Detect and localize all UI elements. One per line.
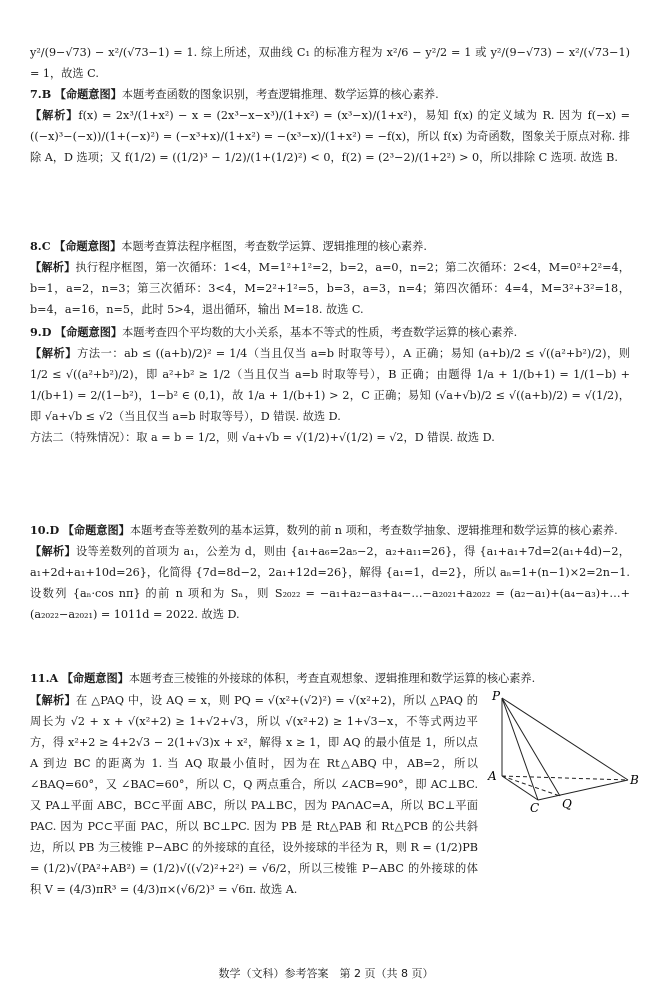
question-8 xyxy=(30,236,630,320)
label-p: P xyxy=(492,689,501,703)
label-a: A xyxy=(488,769,497,783)
intent-text: 本题考查函数的图象识别，考查逻辑推理、数学运算的核心素养. xyxy=(121,88,439,101)
answer-letter: D xyxy=(49,523,60,537)
edge-pb xyxy=(502,698,628,780)
intent-tag: 【命题意图】 xyxy=(54,239,122,253)
label-c: C xyxy=(530,801,540,813)
intent-tag: 【命题意图】 xyxy=(62,523,130,537)
question-11-header xyxy=(30,668,630,689)
question-number: 9. xyxy=(30,325,42,339)
question-number: 8. xyxy=(30,239,42,253)
answer-letter: B xyxy=(41,87,52,101)
analysis-text: f(x) = 2x³/(1+x²) − x = (2x³−x−x³)/(1+x²) = (x³−x)/(1+x²)，易知 f(x) 的定义域为 R. 因为 f(−x) = ((−x)³−(−x))/(1+(−x)²) = (−x³+x)/(1+x²) = −(x³−x)/(1+x²) = −f(x)，所以 f(x) 为奇函数，图象关于原点对称. 排除 A，D 选项；又 f(1/2) = ((1/2)³ − 1/2)/(1+(1/2)²) < 0，f(2) = (2³−2)/(1+2²) > 0，所以排除 C 选项. 故选 B. xyxy=(30,109,630,164)
intent-text: 本题考查四个平均数的大小关系，基本不等式的性质，考查数学运算的核心素养. xyxy=(122,326,518,339)
analysis-text: 执行程序框图，第一次循环：1<4，M=1²+1²=2，b=2，a=0，n=2；第二次循环：2<4，M=0²+2²=4，b=1，a=2，n=3；第三次循环：3<4，M=2²+1²=5，b=3，a=3，n=4；第四次循环：4=4，M=3²+3²=18，b=4，a=16，n=5，此时 5>4，退出循环，输出 M=18. 故选 C. xyxy=(30,261,630,316)
edge-cb xyxy=(538,780,628,800)
intent-text: 本题考查三棱锥的外接球的体积，考查直观想象、逻辑推理和数学运算的核心素养. xyxy=(128,672,536,685)
analysis-text: 方法一：ab ≤ ((a+b)/2)² = 1/4（当且仅当 a=b 时取等号），A 正确；易知 (a+b)/2 ≤ √((a²+b²)/2)，则 1/2 ≤ √((a²+b²)/2)，即 a²+b² ≥ 1/2（当且仅当 a=b 时取等号），B 正确；由题得 1/a + 1/(b+1) = 1/(1−b) + 1/(b+1) = 2/(1−b²)，1−b² ∈ (0,1)，故 1/a + 1/(b+1) > 2，C 正确；易知 (√a+√b)/2 ≤ √((a+b)/2) = √(1/2)，即 √a+√b ≤ √2（当且仅当 a=b 时取等号），D 错误. 故选 D. xyxy=(30,347,630,423)
answer-letter: D xyxy=(41,325,52,339)
intent-text: 本题考查算法程序框图，考查数学运算、逻辑推理的核心素养. xyxy=(121,240,427,253)
question-7 xyxy=(30,84,630,168)
method-two: 方法二（特殊情况）：取 a = b = 1/2，则 √a+√b = √(1/2)+√(1/2) = √2，D 错误. 故选 D. xyxy=(30,431,495,444)
question-number: 10. xyxy=(30,523,50,537)
analysis-text: 设等差数列的首项为 a₁，公差为 d，则由 {a₁+a₆=2a₅−2，a₂+a₁₁=26}，得 {a₁+a₁+7d=2(a₁+4d)−2，a₁+2d+a₁+10d=26}，化简得 {7d=8d−2，2a₁+12d=26}，解得 {a₁=1，d=2}，所以 aₙ=1+(n−1)×2=2n−1. 设数列 {aₙ·cos nπ} 的前 n 项和为 Sₙ，则 S₂₀₂₂ = −a₁+a₂−a₃+a₄−…−a₂₀₂₁+a₂₀₂₂ = (a₂−a₁)+(a₄−a₃)+…+(a₂₀₂₂−a₂₀₂₁) = 1011d = 2022. 故选 D. xyxy=(30,545,630,621)
intent-text: 本题考查等差数列的基本运算，数列的前 n 项和，考查数学抽象、逻辑推理和数学运算的核心素养. xyxy=(129,524,618,537)
analysis-tag: 【解析】 xyxy=(30,260,76,274)
answer-letter: C xyxy=(41,239,51,253)
analysis-tag: 【解析】 xyxy=(30,693,76,707)
pyramid-figure xyxy=(480,688,640,813)
question-9 xyxy=(30,322,630,448)
edge-ac xyxy=(502,776,538,800)
analysis-tag: 【解析】 xyxy=(30,346,78,360)
intent-tag: 【命题意图】 xyxy=(54,325,123,339)
intent-tag: 【命题意图】 xyxy=(61,671,129,685)
edge-ab xyxy=(502,776,628,780)
pyramid-diagram xyxy=(480,688,640,813)
analysis-text: 在 △PAQ 中，设 AQ = x，则 PQ = √(x²+(√2)²) = √(x²+2)，所以 △PAQ 的周长为 √2 + x + √(x²+2) ≥ 1+√2+√3，所以 √(x²+2) ≥ 1+√3−x，不等式两边平方，得 x²+2 ≥ 4+2√3 − 2(1+√3)x + x²，解得 x ≥ 1，即 AQ 的最小值是 1，所以点 A 到边 BC 的距离为 1. 当 AQ 取最小值时，因为在 Rt△ABQ 中，AB=2，所以 ∠BAQ=60°，又 ∠BAC=60°，所以 C，Q 两点重合，所以 ∠ACB=90°，即 AC⊥BC. 又 PA⊥平面 ABC，BC⊂平面 ABC，所以 PA⊥BC，因为 PA∩AC=A，所以 BC⊥平面 PAC. 因为 PC⊂平面 PAC，所以 BC⊥PC. 因为 PB 是 Rt△PAB 和 Rt△PCB 的公共斜边，所以 PB 为三棱锥 P−ABC 的外接球的直径，设外接球的半径为 R，则 R = (1/2)PB = (1/2)√(PA²+AB²) = (1/2)√((√2)²+2²) = √6/2，所以三棱锥 P−ABC 的外接球的体积 V = (4/3)πR³ = (4/3)π×(√6/2)³ = √6π. 故选 A. xyxy=(30,694,478,896)
label-q: Q xyxy=(562,797,572,811)
question-10 xyxy=(30,520,630,625)
analysis-tag: 【解析】 xyxy=(30,544,77,558)
analysis-tag: 【解析】 xyxy=(30,108,79,122)
label-b: B xyxy=(630,773,639,787)
intent-tag: 【命题意图】 xyxy=(54,87,122,101)
question-number: 7. xyxy=(30,87,42,101)
continuation-line: y²/(9−√73) − x²/(√73−1) = 1. 综上所述，双曲线 C₁ 的标准方程为 x²/6 − y²/2 = 1 或 y²/(9−√73) − x²/(√73−1) = 1，故选 C. xyxy=(30,46,630,80)
answer-letter: A xyxy=(49,671,59,685)
question-11-analysis xyxy=(30,690,478,900)
page-footer: 数学（文科）参考答案 第 2 页（共 8 页） xyxy=(218,967,434,980)
question-number: 11. xyxy=(30,671,50,685)
